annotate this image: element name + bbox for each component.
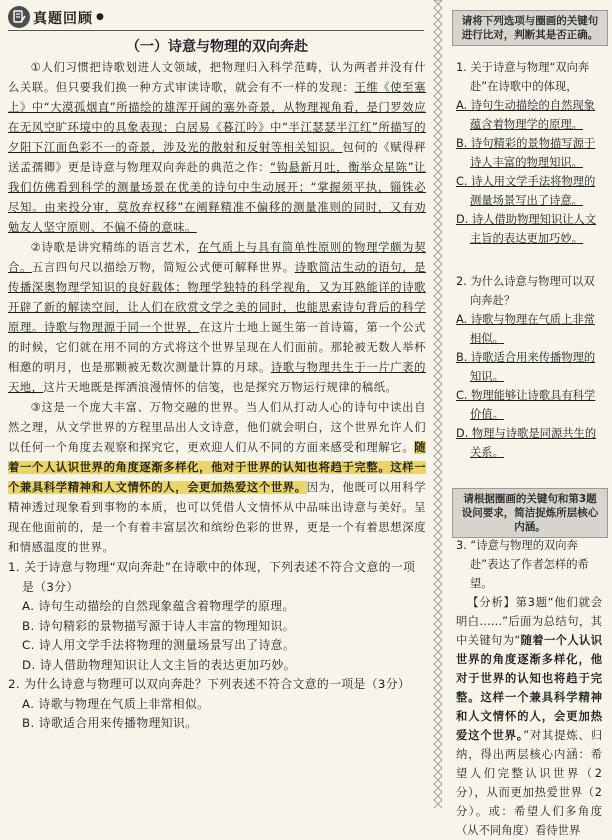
question-1-stem: 1. 关于诗意与物理“双向奔赴”在诗歌中的体现，下列表述不符合文意的一项是（3分） [8,560,416,594]
paragraph-3 [8,398,426,558]
article-title: （一）诗意与物理的双向奔赴 [126,39,308,55]
sq2-option-a-text: A. 诗歌与物理在气质上非常相似。 [456,313,595,345]
p2-i: 这片天地既是挥洒浪漫情怀的信笺，也是探究万物运行规律的稿纸。 [43,381,398,394]
p2-h: 诗歌与物理共生于一片广袤的天地， [8,361,426,394]
sq1-stem: 1. 关于诗意与物理“双向奔赴”在诗歌中的体现， [456,61,590,93]
sq3-analysis-a: 【分析】第3题“他们就会明白……”后面为总结句，其中关键句为“ [456,596,602,647]
sq2-option-b [456,348,602,386]
header-rule [8,30,424,31]
sq1-option-a [456,96,602,134]
p2-a: ②诗歌是讲究精练的语言艺术， [30,241,198,254]
p2-b: 在气质上与具有简单性原则的物理学颇为契合。 [8,241,426,274]
question-1-option-b: B. 诗句精彩的景物描写源于诗人丰富的物理知识。 [22,618,295,633]
paragraph-1 [8,58,426,238]
hint-box-1: 请将下列选项与圈画的关键句进行比对，判断其是否正确。 [452,10,608,46]
sq3-analysis-c: ”对其提炼、归纳，得出两层核心内涵：希望人们完整认识世界（2分），从而更加热爱世界（2分）。或：希望人们多角度（从不同角度）看待世界 [456,729,602,837]
sidebar-question-1 [456,58,602,248]
p2-c: 五言四句尺以描绘万物，简短公式便可解释世界。 [31,261,295,274]
main-column [8,36,426,734]
question-1-option-d: D. 诗人借助物理知识让人文主旨的表达更加巧妙。 [22,657,296,672]
sidebar-question-2 [456,272,602,462]
sq3-stem: 3. “诗意与物理的双向奔赴”表达了作者怎样的希望。 [456,539,589,590]
p2-f: 诗歌与物理源于同一个世界， [43,321,200,334]
p3-a: ③这是一个庞大丰富、万物交融的世界。当人们从打动人心的诗句中读出自然之理，从文学世界的方程里品出人文诗意，他们就会明白，这个世界允许人们以任何一个角度去观察和探究它，更欢迎人们从不同的方面来感受和理解它。 [8,401,426,454]
p3-highlight: 随着一个人认识世界的角度逐渐多样化，他对于世界的认知也将趋于完整。这样一个兼具科学精神和人文情怀的人，会更加热爱这个世界。 [8,441,426,494]
p1-examples: 王维《使至塞上》中“大漠孤烟直”所描绘的雄浑开阔的塞外奇景，从物理视角看，是门罗效应在无风空旷环境中的具象表现；白居易《暮江吟》中“半江瑟瑟半江红”所描写的夕阳下江面色彩不一的奇景，涉及光的散射和反射等相关知识。 [8,81,426,154]
sidebar-question-3 [456,536,602,840]
sq2-stem: 2. 为什么诗意与物理可以双向奔赴？ [456,275,595,307]
p2-d: 诗歌简洁生动的语句，是传播深奥物理学知识的良好载体； [8,261,426,294]
p2-e: 物理学独特的科学视角，又为耳熟能详的诗歌开辟了新的解读空间，让人们在欣赏文学之美的同时，也能思索诗句背后的科学原理。 [8,281,426,334]
section-heading: 真题回顾 [33,11,93,27]
p1-intro: ①人们习惯把诗歌划进人文领域，把物理归入科学范畴，认为两者并没有什么关联。但只要我们换一种方式审读诗歌，就会有不一样的发现： [8,61,426,94]
sq1-option-a-text: A. 诗句生动描绘的自然现象蕴含着物理学的原理。 [456,99,595,131]
sq1-option-d-text: D. 诗人借助物理知识让人文主旨的表达更加巧妙。 [456,213,597,245]
p1-poem-quote: “钩悬新月吐，衡举众星陈”让我们仿佛看到科学的测量场景在优美的诗句中生动展开；“掌握须平执，锱铢必尽知。由来投分审，莫放弃权移”在阐释精准不偏移的测量准则的同时，又有劝勉友人坚守原则、不偏不倚的意味。 [8,161,426,234]
heading-dot: ● [96,12,104,22]
question-2-option-a: A. 诗歌与物理在气质上非常相似。 [22,696,210,711]
sq3-analysis [456,593,602,840]
paragraph-2 [8,238,426,398]
p3-c: 因为，他既可以用科学精神透过现象看到事物的本质，也可以凭借人文情怀从中品味出诗意与美好。呈现在他面前的，是一个有着丰富层次和缤纷色彩的世界，更是一个有着思想深度和情感温度的世界。 [8,481,426,554]
question-1-option-a: A. 诗句生动描绘的自然现象蕴含着物理学的原理。 [22,599,295,613]
hint-box-2: 请根据圈画的关键句和第3题设问要求，简洁捉炼所层核心内涵。 [452,488,608,538]
sq2-option-a [456,310,602,348]
question-2-option-b: B. 诗歌适合用来传播物理知识。 [22,716,198,730]
sq2-option-b-text: B. 诗歌适合用来传播物理的知识。 [456,351,596,383]
question-2-stem: 2. 为什么诗意与物理可以双向奔赴？下列表述不符合文意的一项是（3分） [8,677,411,691]
sq2-option-d [456,424,602,462]
sq1-option-c-text: C. 诗人用文学手法将物理的测量场景写出了诗意。 [456,175,596,207]
sq2-option-c-text: C. 物理能够让诗歌具有科学价值。 [456,389,596,421]
sq1-option-b-text: B. 诗句精彩的景物描写源于诗人丰富的物理知识。 [456,137,596,169]
sq3-analysis-key: 随着一个人认识世界的角度逐渐多样化，他对于世界的认知也将趋于完整。这样一个兼具科学精神和人文情怀的人，会更加热爱这个世界。 [456,634,602,742]
zigzag-divider [431,0,445,811]
sq1-option-d [456,210,602,248]
sq2-option-d-text: D. 物理与诗歌是同源共生的关系。 [456,427,597,459]
sq1-option-c [456,172,602,210]
p2-g: 在这片土地上诞生第一首诗篇，第一个公式的时候，它们就在用不同的方式将这个世界呈现在人们面前。那轮被无数人举杯相邀的明月，也是那颗被无数次测量计算的月球。 [8,321,426,374]
book-pencil-icon [8,6,30,28]
sq1-option-b [456,134,602,172]
p1-lead: 包何的《赋得秤送孟孺卿》更是诗意与物理双向奔赴的典范之作： [8,141,426,174]
question-1-option-c: C. 诗人用文学手法将物理的测量场景写出了诗意。 [22,638,296,652]
sq2-option-c [456,386,602,424]
